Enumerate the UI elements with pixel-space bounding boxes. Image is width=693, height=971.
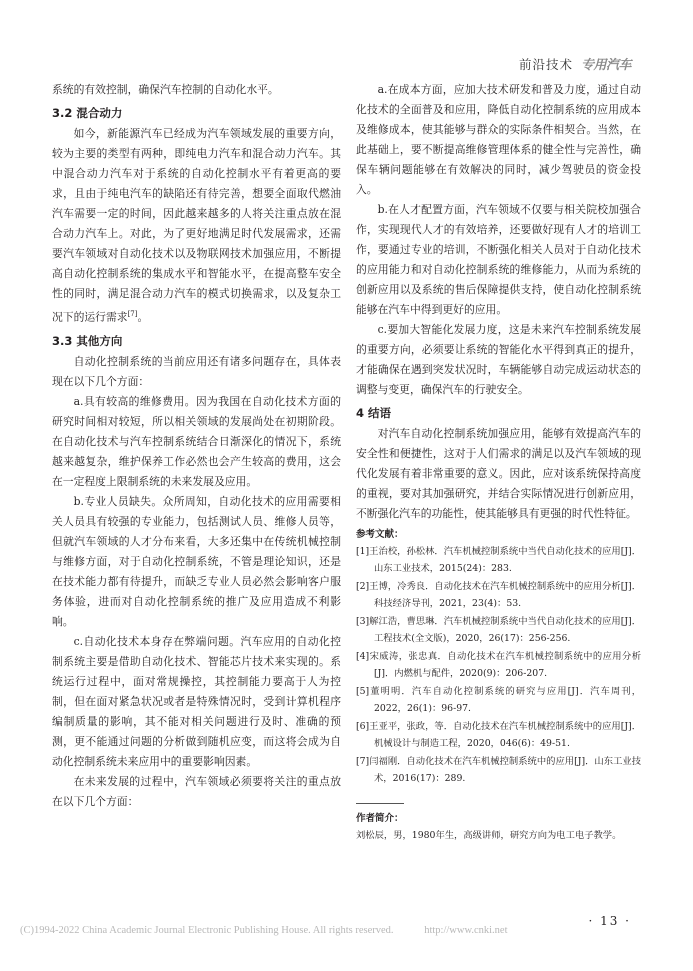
paragraph-hybrid	[52, 124, 341, 328]
author-bio: 刘松辰，男，1980年生，高级讲师，研究方向为电工电子教学。	[356, 830, 622, 841]
right-column	[356, 80, 641, 844]
paragraph-other: 自动化控制系统的当前应用还有诸多问题存在，具体表现在以下几个方面：	[52, 354, 341, 388]
reference-item: [4]宋威涛，张忠真．自动化技术在汽车机械控制系统中的应用分析[J]．内燃机与配件，2020(9)：206-207.	[356, 651, 641, 679]
journal-logo: 专用汽车	[580, 58, 631, 73]
paragraph-a-cost: a.具有较高的维修费用。因为我国在自动化技术方面的研究时间相对较短，所以相关领域的发展尚处在初期阶段。在自动化技术与汽车控制系统结合日渐深化的情况下，系统越来越复杂，维护保养工作必然也会产生较高的费用，这会在一定程度上限制系统的未来发展及应用。	[52, 394, 341, 488]
paragraph-b-staff: b.专业人员缺失。众所周知，自动化技术的应用需要相关人员具有较强的专业能力，包括测试人员、维修人员等，但就汽车领域的人才分布来看，大多还集中在传统机械控制与维修方面，对于自动化控制系统，不管是理论知识，还是在技术能力都有待提升，而缺乏专业人员必然会影响客户服务体验，进而对自动化控制系统的推广及应用造成不利影响。	[52, 494, 341, 628]
page-number: · 13 ·	[588, 914, 631, 928]
paragraph-hybrid-text: 如今，新能源汽车已经成为汽车领域发展的重要方向，较为主要的类型有两种，即纯电力汽车和混合动力汽车。其中混合动力汽车对于系统的自动化控制水平有着更高的要求，且由于纯电汽车的缺陷还有待完善，想要全面取代燃油汽车需要一定的时间，因此越来越多的人将关注重点放在混合动力汽车上。对此，为了更好地满足时代发展需求，还需要汽车领域对自动化技术以及物联网技术加强应用，不断提高自动化控制系统的集成水平和智能水平，在提高整车安全性的同时，满足混合动力汽车的模式切换需求，以及复杂工况下的运行需求	[52, 127, 341, 324]
reference-item: [6]王亚平，张政，等．自动化技术在汽车机械控制系统中的应用[J]．机械设计与制造工程，2020，046(6)：49-51.	[356, 721, 641, 749]
paragraph-hybrid-end: 。	[137, 310, 149, 324]
paragraph-talent-measures: b.在人才配置方面，汽车领域不仅要与相关院校加强合作，实现现代人才的有效培养，还要做好现有人才的培训工作，要通过专业的培训，不断强化相关人员对于自动化技术的应用能力和对自动化控制系统的维修能力，从而为系统的创新应用以及系统的售后保障提供支持，使自动化控制系统能够在汽车中得到更好的应用。	[356, 203, 641, 316]
reference-item: [3]解江浩，曹思琳．汽车机械控制系统中当代自动化技术的应用[J]．工程技术(全文版)，2020，26(17)：256-256.	[356, 616, 641, 644]
author-divider	[356, 803, 404, 804]
paragraph-cost-measures: a.在成本方面，应加大技术研发和普及力度，通过自动化技术的全面普及和应用，降低自动化控制系统的应用成本及维修成本，使其能够与群众的实际条件相契合。当然，在此基础上，要不断提高维修管理体系的健全性与完善性，确保车辆问题能够在有效解决的同时，减少驾驶员的资金投入。	[356, 83, 641, 196]
heading-4: 4 结语	[356, 406, 392, 420]
left-column	[52, 80, 341, 812]
reference-item: [7]闫福刚．自动化技术在汽车机械控制系统中的应用[J]．山东工业技术，2016(17)：289.	[356, 756, 641, 784]
author-title: 作者简介：	[356, 813, 404, 824]
paragraph-intelligence-measures: c.要加大智能化发展力度，这是未来汽车控制系统发展的重要方向，必须要让系统的智能化水平得到真正的提升，才能确保在遇到突发状况时，车辆能够自动完成运动状态的调整与变更，确保汽车的行驶安全。	[356, 323, 641, 396]
page-header	[519, 54, 631, 73]
reference-item: [5]董明明．汽车自动化控制系统的研究与应用[J]．汽车周刊，2022，26(1)：96-97.	[356, 686, 641, 714]
paragraph-intro: 系统的有效控制，确保汽车控制的自动化水平。	[52, 83, 279, 96]
paragraph-future: 在未来发展的过程中，汽车领域必须要将关注的重点放在以下几个方面：	[52, 774, 341, 808]
references-list	[356, 544, 641, 787]
references-title: 参考文献：	[356, 529, 404, 540]
paragraph-conclusion: 对汽车自动化控制系统加强应用，能够有效提高汽车的安全性和便捷性，这对于人们需求的满足以及汽车领域的现代化发展有着非常重要的意义。因此，应对该系统保持高度的重视，要对其加强研究，并结合实际情况进行创新应用，不断强化汽车的功能性，使其能够具有更强的时代性特征。	[356, 427, 641, 520]
footer-url: http://www.cnki.net	[424, 925, 508, 936]
copyright-text: (C)1994-2022 China Academic Journal Electronic Publishing House. All rights reserved.	[20, 925, 394, 936]
heading-3-3: 3.3 其他方向	[52, 333, 123, 348]
reference-item: [1]王治校，孙松林．汽车机械控制系统中当代自动化技术的应用[J]．山东工业技术，2015(24)：283.	[356, 546, 641, 574]
section-label: 前沿技术	[518, 56, 573, 72]
heading-3-2: 3.2 混合动力	[52, 106, 123, 120]
paragraph-c-flaws: c.自动化技术本身存在弊端问题。汽车应用的自动化控制系统主要是借助自动化技术、智能芯片技术来实现的。系统运行过程中，面对常规操控，其控制能力要高于人为控制，但在面对紧急状况或者是特殊情况时，受到计算机程序编制质量的影响，其不能对相关问题进行及时、准确的预测，更不能通过问题的分析做到随机应变，而这将会成为自动化控制系统未来应用中的重要影响因素。	[52, 634, 341, 768]
reference-item: [2]王博，冷秀良．自动化技术在汽车机械控制系统中的应用分析[J]．科技经济导刊，2021，23(4)：53.	[356, 581, 641, 609]
citation-7: [7]	[127, 310, 138, 318]
footer-watermark	[20, 925, 680, 936]
